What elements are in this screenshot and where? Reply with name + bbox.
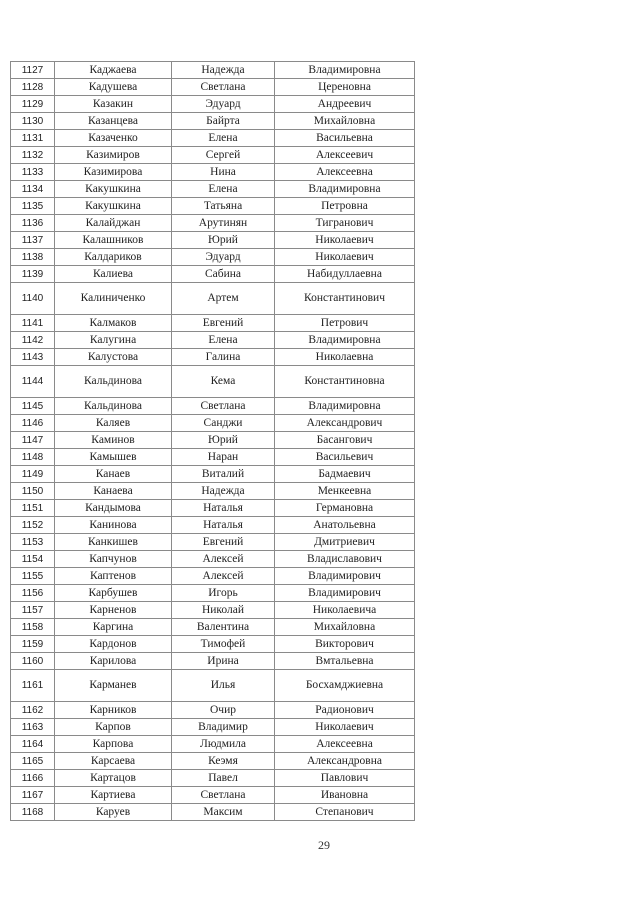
patronymic-cell: Александрович (275, 415, 415, 432)
surname-cell: Карпова (55, 736, 172, 753)
patronymic-cell: Цереновна (275, 79, 415, 96)
first-name-cell: Кеэмя (172, 753, 275, 770)
patronymic-cell: Набидуллаевна (275, 266, 415, 283)
page-number: 29 (318, 838, 330, 852)
table-row (11, 466, 415, 483)
surname-cell: Калустова (55, 349, 172, 366)
first-name-cell: Байрта (172, 113, 275, 130)
surname-cell: Каджаева (55, 62, 172, 79)
table-row (11, 283, 415, 315)
row-number-cell: 1133 (11, 164, 55, 181)
surname-cell: Кадушева (55, 79, 172, 96)
patronymic-cell: Владимировна (275, 398, 415, 415)
row-number-cell: 1145 (11, 398, 55, 415)
row-number-cell: 1151 (11, 500, 55, 517)
table-row (11, 770, 415, 787)
row-number-cell: 1166 (11, 770, 55, 787)
first-name-cell: Алексей (172, 568, 275, 585)
patronymic-cell: Михайловна (275, 619, 415, 636)
row-number-cell: 1148 (11, 449, 55, 466)
surname-cell: Какушкина (55, 198, 172, 215)
patronymic-cell: Степанович (275, 804, 415, 821)
first-name-cell: Сабина (172, 266, 275, 283)
surname-cell: Карилова (55, 653, 172, 670)
first-name-cell: Арутинян (172, 215, 275, 232)
first-name-cell: Наталья (172, 517, 275, 534)
first-name-cell: Артем (172, 283, 275, 315)
row-number-cell: 1131 (11, 130, 55, 147)
table-row (11, 315, 415, 332)
row-number-cell: 1129 (11, 96, 55, 113)
surname-cell: Канаева (55, 483, 172, 500)
table-row (11, 702, 415, 719)
first-name-cell: Людмила (172, 736, 275, 753)
table-row (11, 568, 415, 585)
row-number-cell: 1155 (11, 568, 55, 585)
surname-cell: Казанцева (55, 113, 172, 130)
surname-cell: Калашников (55, 232, 172, 249)
first-name-cell: Юрий (172, 232, 275, 249)
surname-cell: Канинова (55, 517, 172, 534)
patronymic-cell: Константинович (275, 283, 415, 315)
table-row (11, 449, 415, 466)
row-number-cell: 1139 (11, 266, 55, 283)
first-name-cell: Юрий (172, 432, 275, 449)
surname-cell: Казимирова (55, 164, 172, 181)
table-row (11, 181, 415, 198)
table-row (11, 500, 415, 517)
row-number-cell: 1141 (11, 315, 55, 332)
row-number-cell: 1150 (11, 483, 55, 500)
table-row (11, 517, 415, 534)
patronymic-cell: Тигранович (275, 215, 415, 232)
surname-cell: Кандымова (55, 500, 172, 517)
table-row (11, 736, 415, 753)
patronymic-cell: Александровна (275, 753, 415, 770)
first-name-cell: Татьяна (172, 198, 275, 215)
row-number-cell: 1161 (11, 670, 55, 702)
surname-cell: Камышев (55, 449, 172, 466)
surname-cell: Каргина (55, 619, 172, 636)
roster-table (10, 61, 415, 821)
surname-cell: Карбушев (55, 585, 172, 602)
table-row (11, 619, 415, 636)
first-name-cell: Кема (172, 366, 275, 398)
row-number-cell: 1158 (11, 619, 55, 636)
table-row (11, 366, 415, 398)
patronymic-cell: Германовна (275, 500, 415, 517)
patronymic-cell: Владимировна (275, 332, 415, 349)
table-row (11, 164, 415, 181)
row-number-cell: 1138 (11, 249, 55, 266)
table-row (11, 719, 415, 736)
surname-cell: Казакин (55, 96, 172, 113)
table-row (11, 670, 415, 702)
row-number-cell: 1136 (11, 215, 55, 232)
row-number-cell: 1164 (11, 736, 55, 753)
row-number-cell: 1140 (11, 283, 55, 315)
patronymic-cell: Дмитриевич (275, 534, 415, 551)
first-name-cell: Елена (172, 181, 275, 198)
surname-cell: Калмаков (55, 315, 172, 332)
patronymic-cell: Владиславович (275, 551, 415, 568)
patronymic-cell: Менкеевна (275, 483, 415, 500)
surname-cell: Кальдинова (55, 366, 172, 398)
row-number-cell: 1149 (11, 466, 55, 483)
table-row (11, 198, 415, 215)
row-number-cell: 1153 (11, 534, 55, 551)
surname-cell: Картиева (55, 787, 172, 804)
patronymic-cell: Владимирович (275, 585, 415, 602)
patronymic-cell: Петровна (275, 198, 415, 215)
first-name-cell: Сергей (172, 147, 275, 164)
table-row (11, 130, 415, 147)
row-number-cell: 1130 (11, 113, 55, 130)
first-name-cell: Нина (172, 164, 275, 181)
patronymic-cell: Андреевич (275, 96, 415, 113)
table-row (11, 398, 415, 415)
table-row (11, 147, 415, 164)
first-name-cell: Илья (172, 670, 275, 702)
patronymic-cell: Николаевича (275, 602, 415, 619)
patronymic-cell: Алексеевна (275, 736, 415, 753)
surname-cell: Казимиров (55, 147, 172, 164)
table-row (11, 653, 415, 670)
table-row (11, 585, 415, 602)
patronymic-cell: Михайловна (275, 113, 415, 130)
row-number-cell: 1167 (11, 787, 55, 804)
surname-cell: Калайджан (55, 215, 172, 232)
row-number-cell: 1137 (11, 232, 55, 249)
row-number-cell: 1168 (11, 804, 55, 821)
row-number-cell: 1135 (11, 198, 55, 215)
first-name-cell: Наран (172, 449, 275, 466)
first-name-cell: Светлана (172, 787, 275, 804)
patronymic-cell: Радионович (275, 702, 415, 719)
surname-cell: Каруев (55, 804, 172, 821)
patronymic-cell: Николаевич (275, 232, 415, 249)
row-number-cell: 1157 (11, 602, 55, 619)
first-name-cell: Светлана (172, 79, 275, 96)
first-name-cell: Наталья (172, 500, 275, 517)
first-name-cell: Евгений (172, 315, 275, 332)
first-name-cell: Николай (172, 602, 275, 619)
patronymic-cell: Бадмаевич (275, 466, 415, 483)
surname-cell: Карненов (55, 602, 172, 619)
row-number-cell: 1142 (11, 332, 55, 349)
first-name-cell: Павел (172, 770, 275, 787)
patronymic-cell: Павлович (275, 770, 415, 787)
patronymic-cell: Васильевна (275, 130, 415, 147)
first-name-cell: Елена (172, 332, 275, 349)
table-row (11, 432, 415, 449)
surname-cell: Капчунов (55, 551, 172, 568)
table-row (11, 232, 415, 249)
patronymic-cell: Константиновна (275, 366, 415, 398)
table-row (11, 62, 415, 79)
row-number-cell: 1152 (11, 517, 55, 534)
first-name-cell: Владимир (172, 719, 275, 736)
patronymic-cell: Вмтальевна (275, 653, 415, 670)
row-number-cell: 1147 (11, 432, 55, 449)
surname-cell: Канаев (55, 466, 172, 483)
roster-body (11, 62, 415, 821)
patronymic-cell: Николаевич (275, 249, 415, 266)
row-number-cell: 1132 (11, 147, 55, 164)
first-name-cell: Елена (172, 130, 275, 147)
row-number-cell: 1144 (11, 366, 55, 398)
first-name-cell: Эдуард (172, 96, 275, 113)
row-number-cell: 1146 (11, 415, 55, 432)
patronymic-cell: Николаевна (275, 349, 415, 366)
first-name-cell: Валентина (172, 619, 275, 636)
table-row (11, 602, 415, 619)
row-number-cell: 1154 (11, 551, 55, 568)
table-row (11, 636, 415, 653)
table-row (11, 215, 415, 232)
surname-cell: Калугина (55, 332, 172, 349)
table-row (11, 79, 415, 96)
surname-cell: Кардонов (55, 636, 172, 653)
table-row (11, 113, 415, 130)
table-row (11, 753, 415, 770)
row-number-cell: 1156 (11, 585, 55, 602)
row-number-cell: 1165 (11, 753, 55, 770)
patronymic-cell: Петрович (275, 315, 415, 332)
first-name-cell: Алексей (172, 551, 275, 568)
first-name-cell: Надежда (172, 483, 275, 500)
row-number-cell: 1159 (11, 636, 55, 653)
surname-cell: Карников (55, 702, 172, 719)
surname-cell: Какушкина (55, 181, 172, 198)
first-name-cell: Светлана (172, 398, 275, 415)
row-number-cell: 1128 (11, 79, 55, 96)
row-number-cell: 1134 (11, 181, 55, 198)
surname-cell: Кальдинова (55, 398, 172, 415)
first-name-cell: Очир (172, 702, 275, 719)
surname-cell: Карманев (55, 670, 172, 702)
first-name-cell: Эдуард (172, 249, 275, 266)
first-name-cell: Ирина (172, 653, 275, 670)
surname-cell: Канкишев (55, 534, 172, 551)
surname-cell: Калдариков (55, 249, 172, 266)
first-name-cell: Галина (172, 349, 275, 366)
surname-cell: Каптенов (55, 568, 172, 585)
first-name-cell: Надежда (172, 62, 275, 79)
first-name-cell: Санджи (172, 415, 275, 432)
patronymic-cell: Владимировна (275, 62, 415, 79)
patronymic-cell: Алексеевич (275, 147, 415, 164)
table-row (11, 349, 415, 366)
table-row (11, 551, 415, 568)
surname-cell: Картацов (55, 770, 172, 787)
table-row (11, 266, 415, 283)
table-row (11, 96, 415, 113)
row-number-cell: 1162 (11, 702, 55, 719)
table-row (11, 787, 415, 804)
row-number-cell: 1127 (11, 62, 55, 79)
row-number-cell: 1143 (11, 349, 55, 366)
row-number-cell: 1160 (11, 653, 55, 670)
patronymic-cell: Николаевич (275, 719, 415, 736)
patronymic-cell: Владимирович (275, 568, 415, 585)
patronymic-cell: Ивановна (275, 787, 415, 804)
surname-cell: Карсаева (55, 753, 172, 770)
patronymic-cell: Васильевич (275, 449, 415, 466)
surname-cell: Калиниченко (55, 283, 172, 315)
patronymic-cell: Викторович (275, 636, 415, 653)
first-name-cell: Виталий (172, 466, 275, 483)
table-row (11, 249, 415, 266)
patronymic-cell: Владимировна (275, 181, 415, 198)
surname-cell: Казаченко (55, 130, 172, 147)
surname-cell: Карпов (55, 719, 172, 736)
first-name-cell: Игорь (172, 585, 275, 602)
surname-cell: Калиева (55, 266, 172, 283)
surname-cell: Каминов (55, 432, 172, 449)
table-row (11, 804, 415, 821)
patronymic-cell: Анатольевна (275, 517, 415, 534)
table-row (11, 483, 415, 500)
table-row (11, 415, 415, 432)
first-name-cell: Тимофей (172, 636, 275, 653)
patronymic-cell: Босхамджиевна (275, 670, 415, 702)
patronymic-cell: Басангович (275, 432, 415, 449)
surname-cell: Каляев (55, 415, 172, 432)
table-row (11, 534, 415, 551)
row-number-cell: 1163 (11, 719, 55, 736)
table-row (11, 332, 415, 349)
first-name-cell: Максим (172, 804, 275, 821)
first-name-cell: Евгений (172, 534, 275, 551)
patronymic-cell: Алексеевна (275, 164, 415, 181)
